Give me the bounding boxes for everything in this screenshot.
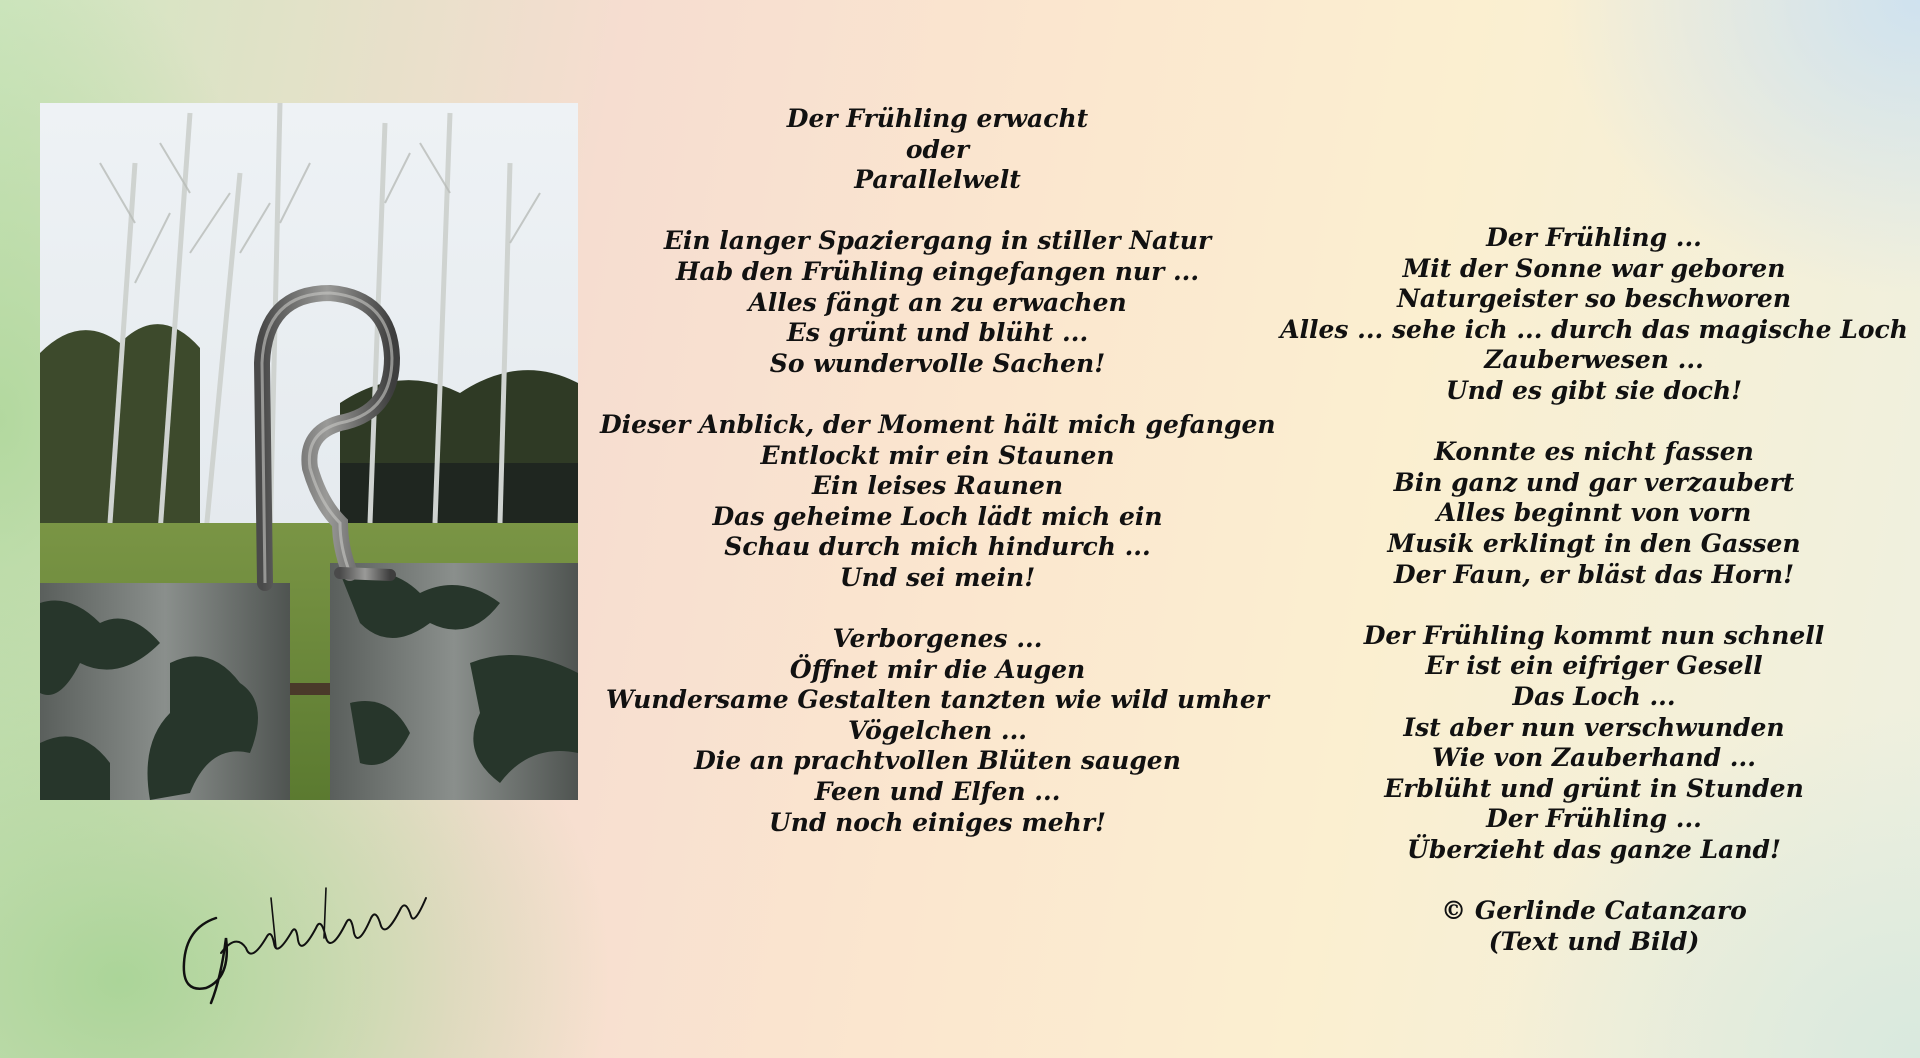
poem-line: Der Faun, er bläst das Horn! xyxy=(1393,559,1795,589)
poem-line: Der Frühling ... xyxy=(1486,223,1702,252)
poem-line: Musik erklingt in den Gassen xyxy=(1387,528,1801,558)
poem-line: Es grünt und blüht ... xyxy=(786,318,1089,348)
stanza-gap xyxy=(1278,590,1910,621)
poem-line: Er ist ein eifriger Gesell xyxy=(1425,651,1763,681)
poem-line: Wundersame Gestalten tanzten wie wild umher xyxy=(606,685,1269,715)
spring-loop-gate-photo-icon xyxy=(40,103,578,800)
poem-line: Öffnet mir die Augen xyxy=(789,654,1086,684)
poem-line: Hab den Frühling eingefangen nur ... xyxy=(675,256,1200,286)
poem-line: © Gerlinde Catanzaro xyxy=(1441,896,1747,926)
poem-column-right xyxy=(1278,223,1910,957)
stanza-gap xyxy=(600,379,1275,410)
poem-line: Der Frühling ... xyxy=(1486,804,1702,834)
poem-line: Die an prachtvollen Blüten saugen xyxy=(694,746,1181,776)
poem-line: oder xyxy=(905,134,970,164)
poem-line: Alles beginnt von vorn xyxy=(1436,498,1752,528)
poem-line: Wie von Zauberhand ... xyxy=(1432,743,1756,773)
poem-line: Verborgenes ... xyxy=(832,624,1043,654)
poem-line: So wundervolle Sachen! xyxy=(769,348,1106,378)
poem-line: Feen und Elfen ... xyxy=(814,777,1061,807)
poem-line: Überzieht das ganze Land! xyxy=(1407,834,1781,864)
poem-line: Konnte es nicht fassen xyxy=(1434,437,1754,467)
stanza-gap xyxy=(1278,407,1910,438)
poem-line: Schau durch mich hindurch ... xyxy=(724,532,1151,562)
poem-line: Dieser Anblick, der Moment hält mich gefangen xyxy=(600,409,1276,439)
stanza-gap xyxy=(1278,865,1910,896)
poem-line: Der Frühling kommt nun schnell xyxy=(1363,620,1825,650)
poem-line: Vögelchen ... xyxy=(848,715,1027,745)
poem-line: Bin ganz und gar verzaubert xyxy=(1393,467,1795,497)
poem-line: (Text und Bild) xyxy=(1488,926,1700,956)
poem-line: Das geheime Loch lädt mich ein xyxy=(712,501,1163,531)
poem-line: Ein langer Spaziergang in stiller Natur xyxy=(663,226,1212,256)
poem-photo xyxy=(40,103,578,800)
signature xyxy=(176,878,436,1008)
poem-line: Und noch einiges mehr! xyxy=(768,807,1107,837)
poem-line: Alles fängt an zu erwachen xyxy=(748,287,1127,317)
handwritten-signature-logo-icon xyxy=(176,878,436,1008)
poem-line: Ein leises Raunen xyxy=(811,471,1064,501)
stanza-gap xyxy=(600,196,1275,227)
poem-line: Ist aber nun verschwunden xyxy=(1403,712,1785,742)
poem-line: Alles ... sehe ich ... durch das magische Loch xyxy=(1280,314,1908,344)
poem-line: Und es gibt sie doch! xyxy=(1445,375,1743,405)
poem-line: Der Frühling erwacht xyxy=(786,104,1089,133)
poem-column-left xyxy=(600,104,1275,838)
poem-line: Erblüht und grünt in Stunden xyxy=(1384,773,1804,803)
poem-line: Zauberwesen ... xyxy=(1484,345,1704,375)
poem-line: Mit der Sonne war geboren xyxy=(1402,253,1786,283)
poem-line: Und sei mein! xyxy=(839,562,1036,592)
poem-line: Entlockt mir ein Staunen xyxy=(760,440,1115,470)
poem-line: Das Loch ... xyxy=(1512,681,1676,711)
poem-line: Parallelwelt xyxy=(854,165,1021,195)
stanza-gap xyxy=(600,594,1275,625)
poem-line: Naturgeister so beschworen xyxy=(1397,284,1791,314)
